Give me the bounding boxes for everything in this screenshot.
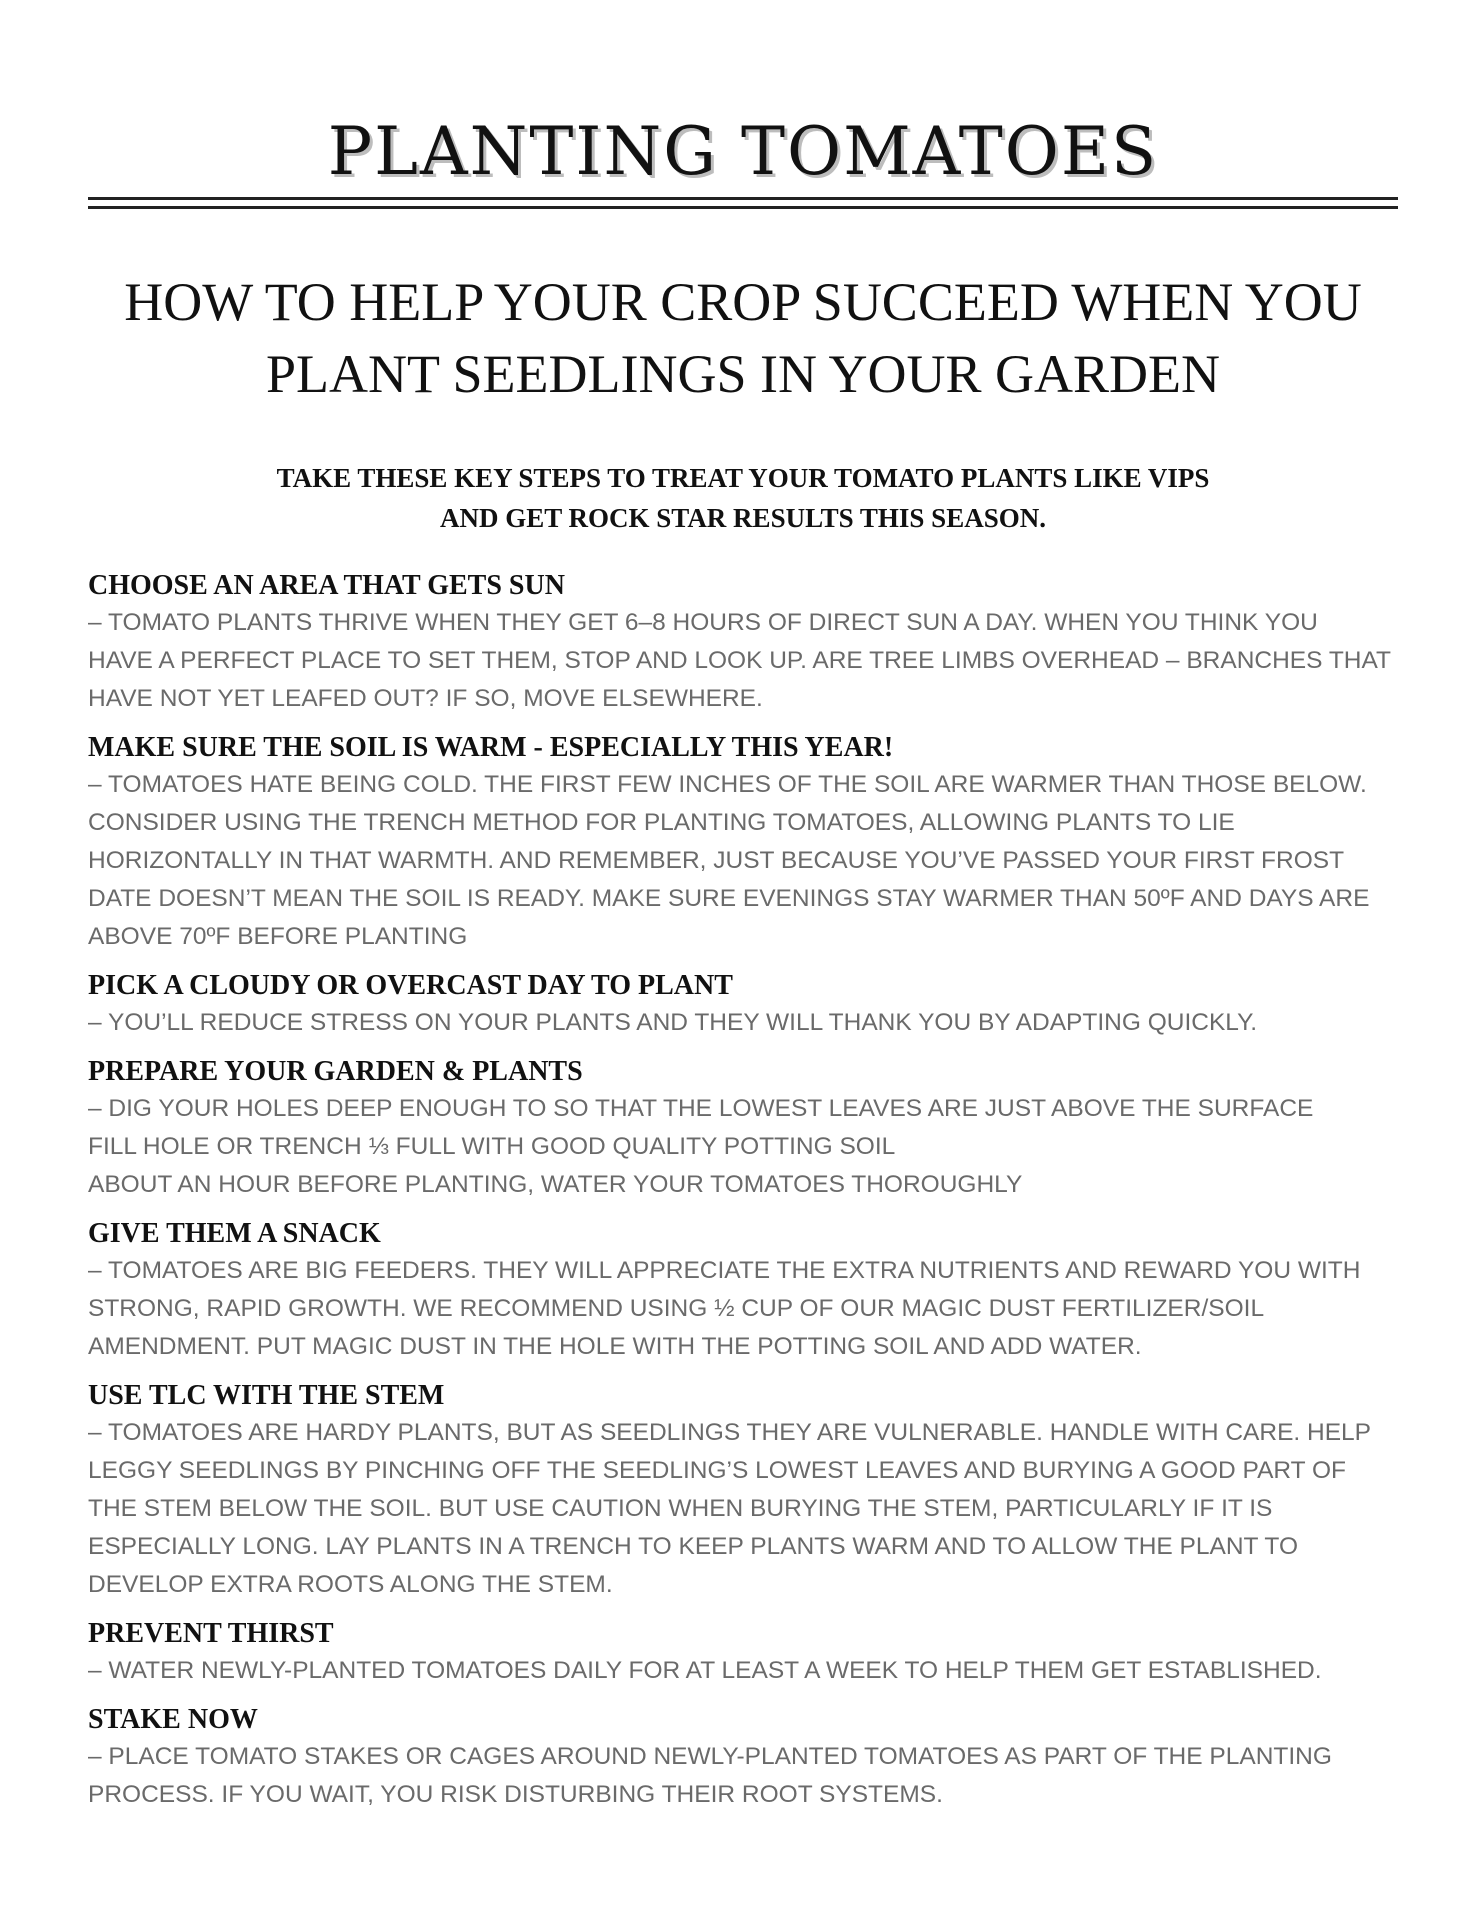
step-heading: PREVENT THIRST <box>88 1618 334 1649</box>
step-body <box>88 604 1408 718</box>
steps-list <box>88 568 1408 1826</box>
subtitle-line: HOW TO HELP YOUR CROP SUCCEED WHEN YOU <box>124 272 1362 332</box>
step-section <box>88 1216 1408 1366</box>
step-body <box>88 1252 1408 1366</box>
step-section <box>88 968 1408 1042</box>
step-heading: GIVE THEM A SNACK <box>88 1218 381 1249</box>
page-title: PLANTING TOMATOES <box>327 113 1159 190</box>
step-body-line: LEGGY SEEDLINGS BY PINCHING OFF THE SEEDLING’S LOWEST LEAVES AND BURYING A GOOD PART OF <box>88 1457 1347 1484</box>
step-body-line: – WATER NEWLY-PLANTED TOMATOES DAILY FOR AT LEAST A WEEK TO HELP THEM GET ESTABLISHED. <box>88 1657 1322 1684</box>
step-body-line: CONSIDER USING THE TRENCH METHOD FOR PLANTING TOMATOES, ALLOWING PLANTS TO LIE <box>88 809 1235 836</box>
intro-text <box>88 458 1398 538</box>
step-body <box>88 766 1408 956</box>
step-section <box>88 730 1408 956</box>
step-body-line: HORIZONTALLY IN THAT WARMTH. AND REMEMBER, JUST BECAUSE YOU’VE PASSED YOUR FIRST FROST <box>88 847 1345 874</box>
step-section <box>88 1702 1408 1814</box>
subtitle <box>88 266 1398 410</box>
step-heading: STAKE NOW <box>88 1704 258 1735</box>
step-section <box>88 1616 1408 1690</box>
step-heading: USE TLC WITH THE STEM <box>88 1380 445 1411</box>
step-body <box>88 1004 1408 1042</box>
step-body-line: ABOUT AN HOUR BEFORE PLANTING, WATER YOUR TOMATOES THOROUGHLY <box>88 1171 1023 1198</box>
step-body-line: ABOVE 70ºF BEFORE PLANTING <box>88 923 468 950</box>
step-body-line: DATE DOESN’T MEAN THE SOIL IS READY. MAKE SURE EVENINGS STAY WARMER THAN 50ºF AND DAYS ARE <box>88 885 1370 912</box>
step-body-line: – TOMATOES HATE BEING COLD. THE FIRST FEW INCHES OF THE SOIL ARE WARMER THAN THOSE BELOW. <box>88 771 1367 798</box>
subtitle-line: PLANT SEEDLINGS IN YOUR GARDEN <box>266 344 1220 404</box>
step-body-line: THE STEM BELOW THE SOIL. BUT USE CAUTION WHEN BURYING THE STEM, PARTICULARLY IF IT IS <box>88 1495 1273 1522</box>
step-section <box>88 568 1408 718</box>
step-body <box>88 1652 1408 1690</box>
step-body-line: DEVELOP EXTRA ROOTS ALONG THE STEM. <box>88 1571 613 1598</box>
step-body-line: HAVE A PERFECT PLACE TO SET THEM, STOP AND LOOK UP. ARE TREE LIMBS OVERHEAD – BRANCHES THAT <box>88 647 1391 674</box>
step-heading: PREPARE YOUR GARDEN & PLANTS <box>88 1056 583 1087</box>
intro-line: TAKE THESE KEY STEPS TO TREAT YOUR TOMATO PLANTS LIKE VIPS <box>276 463 1210 493</box>
step-body <box>88 1090 1408 1204</box>
step-section <box>88 1054 1408 1204</box>
step-body-line: STRONG, RAPID GROWTH. WE RECOMMEND USING ½ CUP OF OUR MAGIC DUST FERTILIZER/SOIL <box>88 1295 1265 1322</box>
step-body-line: PROCESS. IF YOU WAIT, YOU RISK DISTURBING THEIR ROOT SYSTEMS. <box>88 1781 943 1808</box>
step-heading: MAKE SURE THE SOIL IS WARM - ESPECIALLY THIS YEAR! <box>88 732 894 763</box>
step-section <box>88 1378 1408 1604</box>
step-body <box>88 1414 1408 1604</box>
step-body <box>88 1738 1408 1814</box>
step-body-line: – YOU’LL REDUCE STRESS ON YOUR PLANTS AND THEY WILL THANK YOU BY ADAPTING QUICKLY. <box>88 1009 1258 1036</box>
step-body-line: – DIG YOUR HOLES DEEP ENOUGH TO SO THAT THE LOWEST LEAVES ARE JUST ABOVE THE SURFACE <box>88 1095 1314 1122</box>
step-heading: CHOOSE AN AREA THAT GETS SUN <box>88 570 565 601</box>
step-body-line: – TOMATOES ARE HARDY PLANTS, BUT AS SEEDLINGS THEY ARE VULNERABLE. HANDLE WITH CARE. HELP <box>88 1419 1372 1446</box>
step-body-line: – PLACE TOMATO STAKES OR CAGES AROUND NEWLY-PLANTED TOMATOES AS PART OF THE PLANTING <box>88 1743 1332 1770</box>
title-divider-bottom <box>88 206 1398 209</box>
intro-line: AND GET ROCK STAR RESULTS THIS SEASON. <box>440 503 1046 533</box>
step-body-line: ESPECIALLY LONG. LAY PLANTS IN A TRENCH TO KEEP PLANTS WARM AND TO ALLOW THE PLANT TO <box>88 1533 1298 1560</box>
step-body-line: FILL HOLE OR TRENCH ⅓ FULL WITH GOOD QUALITY POTTING SOIL <box>88 1133 896 1160</box>
step-heading: PICK A CLOUDY OR OVERCAST DAY TO PLANT <box>88 970 733 1001</box>
step-body-line: HAVE NOT YET LEAFED OUT? IF SO, MOVE ELSEWHERE. <box>88 685 763 712</box>
step-body-line: AMENDMENT. PUT MAGIC DUST IN THE HOLE WITH THE POTTING SOIL AND ADD WATER. <box>88 1333 1142 1360</box>
step-body-line: – TOMATOES ARE BIG FEEDERS. THEY WILL APPRECIATE THE EXTRA NUTRIENTS AND REWARD YOU WITH <box>88 1257 1361 1284</box>
title-divider-top <box>88 197 1398 200</box>
step-body-line: – TOMATO PLANTS THRIVE WHEN THEY GET 6–8 HOURS OF DIRECT SUN A DAY. WHEN YOU THINK YOU <box>88 609 1318 636</box>
